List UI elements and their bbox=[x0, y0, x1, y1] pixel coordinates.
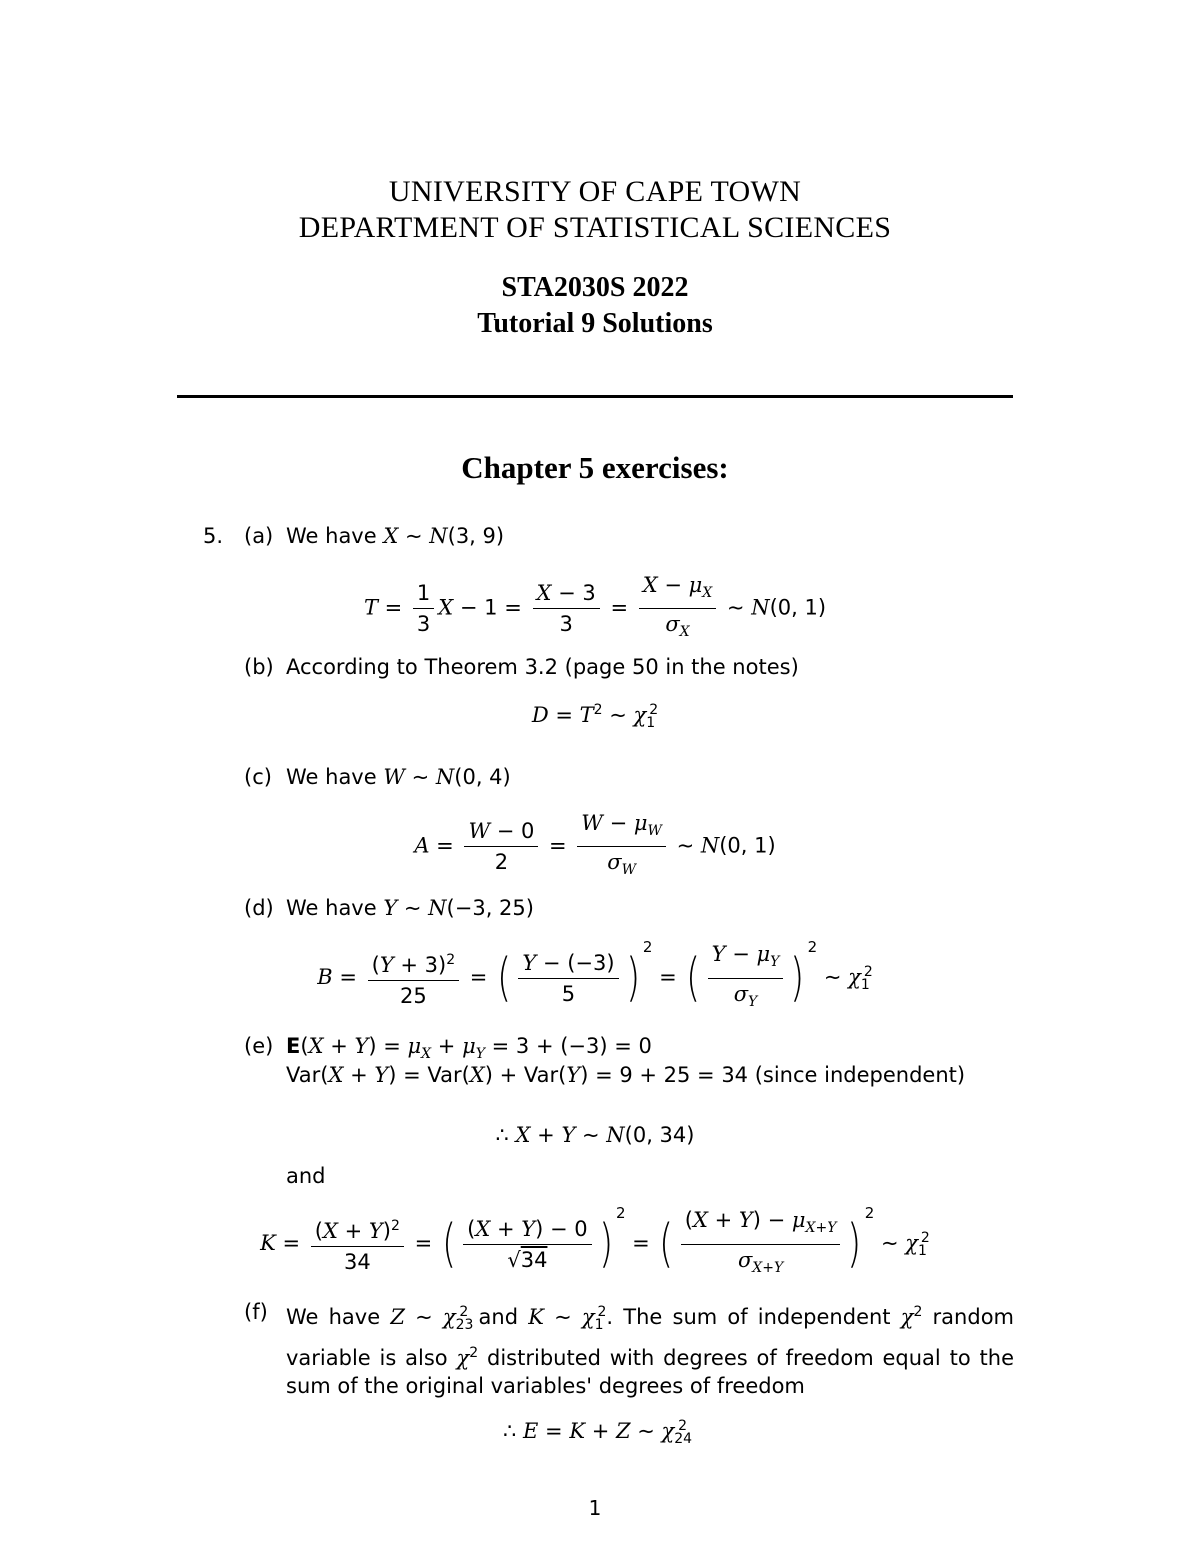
part-b-text: According to Theorem 3.2 (page 50 in the notes) bbox=[286, 655, 799, 679]
page-number: 1 bbox=[588, 1496, 602, 1520]
part-d-text: We have Y ∼ N(−3, 25) bbox=[286, 896, 534, 920]
question-number: 5. bbox=[203, 524, 224, 548]
part-c-label: (c) bbox=[244, 765, 272, 789]
department-name: DEPARTMENT OF STATISTICAL SCIENCES bbox=[298, 211, 892, 244]
equation-b: $D = T^2$ ∼ $\chi_1^2$ bbox=[531, 702, 659, 732]
part-e-and: and bbox=[286, 1164, 326, 1188]
part-d-label: (d) bbox=[244, 896, 274, 920]
part-a-label: (a) bbox=[244, 524, 274, 548]
part-c-text: We have W ∼ N(0, 4) bbox=[286, 765, 511, 789]
part-e-expectation: $E(X + Y) = \mu_X + \mu_Y = 3 + (-3) = 0$ bbox=[286, 1034, 652, 1063]
equation-d: B = $\frac{(Y + 3)^2}{25}$ = ( $\frac{Y - (-3)}{5}$ )$^2$ = ( $\frac{Y - \mu_Y}{\sigma_Y}$ )$^2$ ∼ $\chi_1^2$ bbox=[317, 938, 873, 1010]
part-a-text: We have X ∼ N(3, 9) bbox=[286, 524, 505, 548]
title-rule bbox=[177, 395, 1013, 398]
chapter-heading: Chapter 5 exercises: bbox=[461, 450, 729, 485]
course-code: STA2030S 2022 bbox=[501, 272, 689, 303]
equation-f: ∴ E = K + Z ∼ $\chi_{24}^2$ bbox=[502, 1418, 693, 1448]
university-name: UNIVERSITY OF CAPE TOWN bbox=[388, 175, 802, 208]
part-b-label: (b) bbox=[244, 655, 274, 679]
equation-e-sum: ∴ X + Y ∼ N(0, 34) bbox=[495, 1123, 695, 1147]
equation-a: T = $\frac{1}{3}$ X − 1 = $\frac{X - 3}{3}$ = $\frac{X - \mu_X}{\sigma_X}$ ∼ N(0, 1) bbox=[0, 570, 1190, 647]
part-f-text: We have Z ∼ $\chi_{23}^2$ and K ∼ $\chi_1^2$. The sum of independent $\chi^2$ random variable is also $\chi^2$ distributed with degrees of freedom equal to the sum of the original variables' degrees of freedom bbox=[286, 1304, 1014, 1399]
part-f-label: (f) bbox=[244, 1300, 268, 1324]
document-title: Tutorial 9 Solutions bbox=[477, 308, 713, 339]
part-e-label: (e) bbox=[244, 1034, 274, 1058]
part-e-variance: Var(X + Y) = Var(X) + Var(Y) = 9 + 25 = 34 (since independent) bbox=[286, 1063, 966, 1087]
equation-e-k: K = $\frac{(X + Y)^2}{34}$ = ( $\frac{(X + Y) - 0}{√34}$ )$^2$ = ( $\frac{(X + Y) - \mu_{X+Y}}{\sigma_{X+Y}}$ )$^2$ ∼ $\chi_1^2$ bbox=[260, 1204, 930, 1276]
equation-c: A = $\frac{W - 0}{2}$ = $\frac{W - \mu_W}{\sigma_W}$ ∼ N(0, 1) bbox=[0, 808, 1190, 885]
